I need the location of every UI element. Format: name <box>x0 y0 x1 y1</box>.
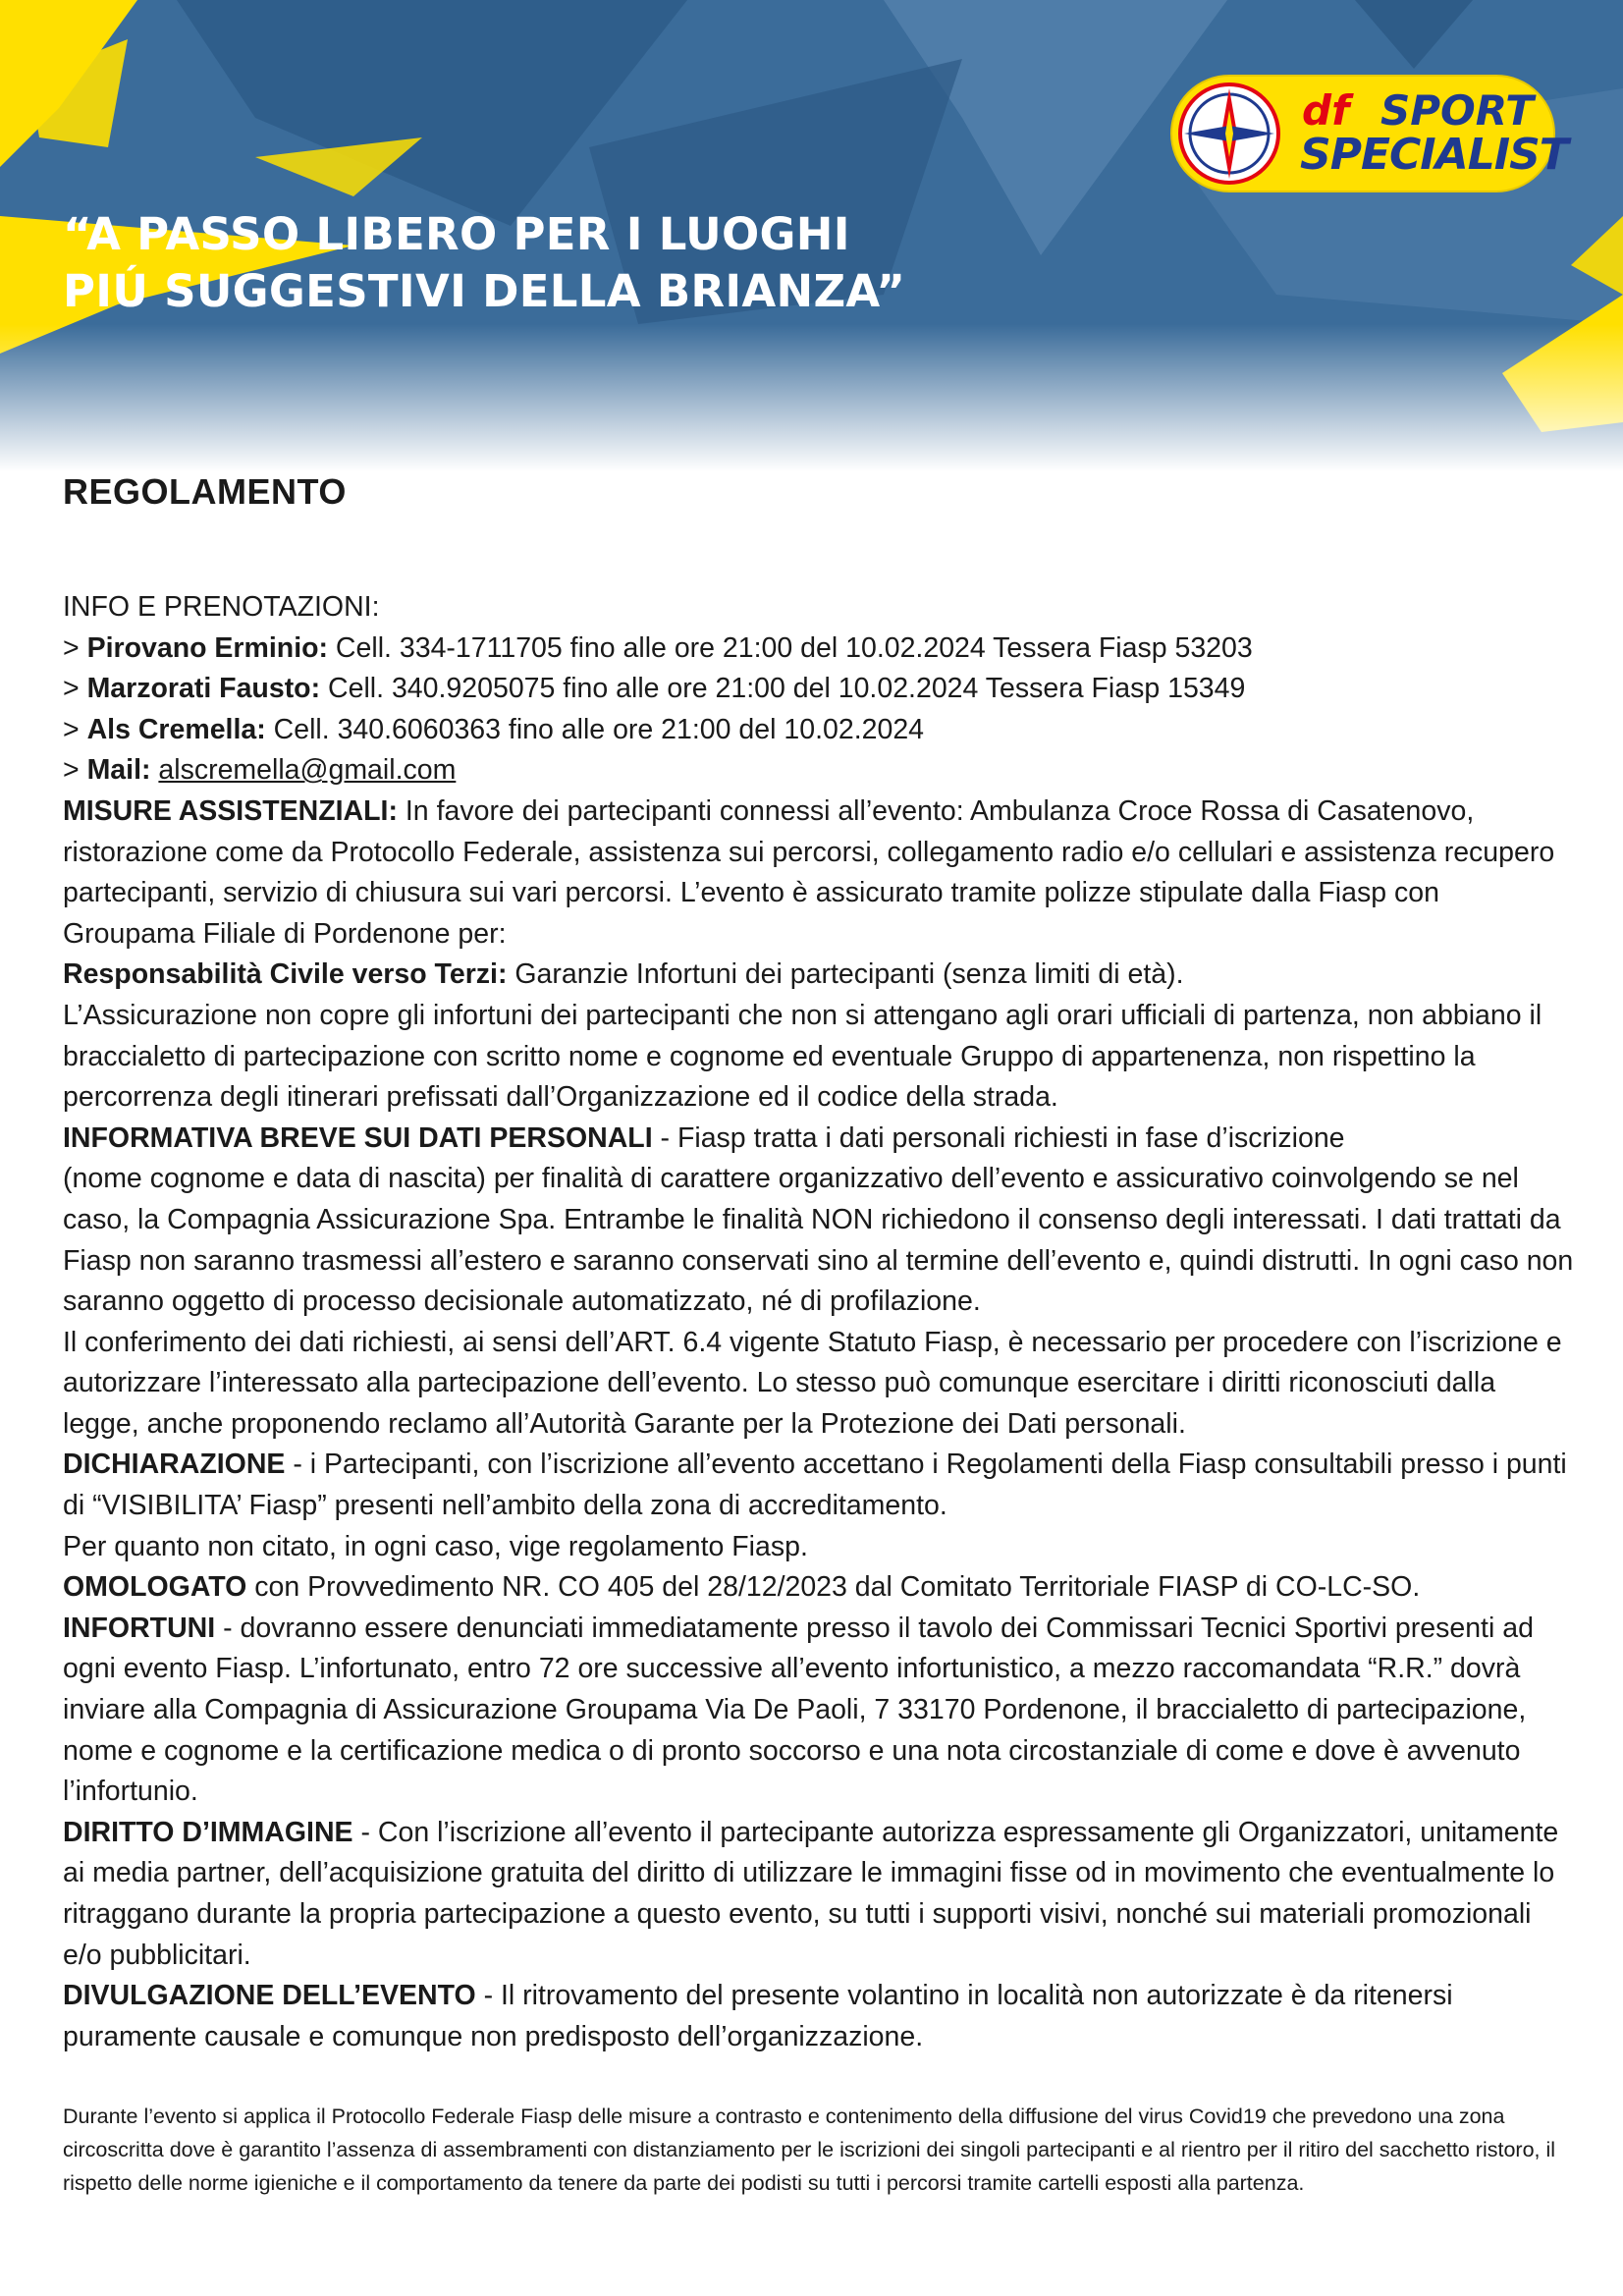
misure-label: MISURE ASSISTENZIALI: <box>63 794 398 827</box>
contact-name: Pirovano Erminio: <box>86 631 329 664</box>
headline-line-1: “A PASSO LIBERO PER I LUOGHI <box>63 208 850 260</box>
regolamento-body <box>63 587 1575 2057</box>
informativa-paragraph <box>63 1119 1575 1160</box>
logo-df: df <box>1302 86 1350 135</box>
dichiarazione-label: DICHIARAZIONE <box>63 1449 286 1481</box>
mail-line <box>63 750 1575 792</box>
misure-text: In favore dei partecipanti connessi all’evento: Ambulanza Croce Rossa di Casatenovo, ristorazione come da Protocollo Federale, assistenza sui percorsi, collegamento radio e/o cellulari e assistenza recupero partecipanti, servizio di chiusura sui vari percorsi. L’evento è assicurato tramite polizze stipulate dalla Fiasp con Groupama Filiale di Pordenone per: <box>63 794 1555 950</box>
compass-icon <box>1176 81 1282 187</box>
contact-prefix: > <box>63 713 87 745</box>
contact-line <box>63 710 1575 751</box>
diritto-immagine-paragraph <box>63 1813 1575 1976</box>
infortuni-paragraph <box>63 1609 1575 1813</box>
misure-paragraph <box>63 792 1575 955</box>
assicurazione-paragraph: L’Assicurazione non copre gli infortuni dei partecipanti che non si attengano agli orari ufficiali di partenza, non abbiano il braccialetto di partecipazione con scritto nome e cognome ed eventuale Gruppo di appartenenza, non rispettino la percorrenza degli itinerari prefissati dall’Organizzazione ed il codice della strada. <box>63 999 1542 1114</box>
informativa-label: INFORMATIVA BREVE SUI DATI PERSONALI <box>63 1121 653 1154</box>
headline-line-2: PIÚ SUGGESTIVI DELLA BRIANZA” <box>63 264 906 317</box>
omologato-text: con Provvedimento NR. CO 405 del 28/12/2023 dal Comitato Territoriale FIASP di CO-LC-SO. <box>246 1571 1421 1604</box>
mail-link[interactable]: alscremella@gmail.com <box>158 754 457 787</box>
rc-paragraph <box>63 955 1575 996</box>
informativa-paragraph-2: (nome cognome e data di nascita) per finalità di carattere organizzativo dell’evento e assicurativo coinvolgendo se nel caso, la Compagnia Assicurazione Spa. Entrambe le finalità NON richiedono il consenso degli interessati. I dati trattati da Fiasp non saranno trasmessi all’estero e saranno conservati sino al termine dell’evento e, quindi distrutti. In ogni caso non saranno oggetto di processo decisionale automatizzato, né di profilazione. <box>63 1163 1574 1318</box>
non-citato-paragraph: Per quanto non citato, in ogni caso, vige regolamento Fiasp. <box>63 1530 808 1562</box>
divulgazione-text: - Il ritrovamento del presente volantino in località non autorizzate è da ritenersi puramente causale e comunque non predisposto dell’organizzazione. <box>63 1980 1453 2052</box>
contact-line <box>63 669 1575 710</box>
divulgazione-label: DIVULGAZIONE DELL’EVENTO <box>63 1980 476 2012</box>
informativa-text-1: - Fiasp tratta i dati personali richiesti in fase d’iscrizione <box>652 1121 1345 1154</box>
diritto-immagine-text: - Con l’iscrizione all’evento il partecipante autorizza espressamente gli Organizzatori, unitamente ai media partner, dell’acquisizione gratuita del diritto di utilizzare le immagini fisse od in movimento che eventualmente lo ritraggano durante la propria partecipazione a questo evento, su tutti i supporti visivi, nonché sui materiali promozionali e/o pubblicitari. <box>63 1816 1559 1971</box>
mail-label: Mail: <box>86 754 151 787</box>
rc-label: Responsabilità Civile verso Terzi: <box>63 958 508 991</box>
omologato-label: OMOLOGATO <box>63 1571 247 1604</box>
headline <box>63 206 905 319</box>
rc-text: Garanzie Infortuni dei partecipanti (senza limiti di età). <box>507 958 1184 991</box>
contact-name: Marzorati Fausto: <box>86 673 321 705</box>
omologato-paragraph <box>63 1567 1575 1609</box>
covid-footnote: Durante l’evento si applica il Protocollo Federale Fiasp delle misure a contrasto e contenimento della diffusione del virus Covid19 che prevedono una zona circoscritta dove è garantito l’assenza di assembramenti con distanziamento per le iscrizioni dei singoli partecipanti e al rientro per il ritiro del sacchetto ristoro, il rispetto delle norme igieniche e il comportamento da tenere da parte dei podisti su tutti i percorsi tramite cartelli esposti alla partenza. <box>63 2105 1556 2195</box>
contact-text: Cell. 334-1711705 fino alle ore 21:00 del 10.02.2024 Tessera Fiasp 53203 <box>328 631 1253 664</box>
header-banner <box>0 0 1623 471</box>
logo-specialist: SPECIALIST <box>1300 130 1568 180</box>
sport-specialist-logo <box>1170 75 1568 192</box>
mail-prefix: > <box>63 754 87 787</box>
dichiarazione-text: - i Partecipanti, con l’iscrizione all’evento accettano i Regolamenti della Fiasp consultabili presso i punti di “VISIBILITA’ Fiasp” presenti nell’ambito della zona di accreditamento. <box>63 1449 1567 1522</box>
conferimento-paragraph: Il conferimento dei dati richiesti, ai sensi dell’ART. 6.4 vigente Statuto Fiasp, è necessario per procedere con l’iscrizione e autorizzare l’interessato alla partecipazione dell’evento. Lo stesso può comunque esercitare i diritti riconosciuti dalla legge, anche proponendo reclamo all’Autorità Garante per la Protezione dei Dati personali. <box>63 1326 1562 1440</box>
contact-text: Cell. 340.6060363 fino alle ore 21:00 del 10.02.2024 <box>265 713 925 745</box>
dichiarazione-paragraph <box>63 1445 1575 1526</box>
page-title: REGOLAMENTO <box>63 471 347 512</box>
contact-line <box>63 629 1575 670</box>
contact-name: Als Cremella: <box>86 713 266 745</box>
contact-text: Cell. 340.9205075 fino alle ore 21:00 del 10.02.2024 Tessera Fiasp 15349 <box>320 673 1246 705</box>
divulgazione-paragraph <box>63 1976 1575 2057</box>
infortuni-text: - dovranno essere denunciati immediatamente presso il tavolo dei Commissari Tecnici Sportivi presenti ad ogni evento Fiasp. L’infortunato, entro 72 ore successive all’evento infortunistico, a mezzo raccomandata “R.R.” dovrà inviare alla Compagnia di Assicurazione Groupama Via De Paoli, 7 33170 Pordenone, il braccialetto di partecipazione, nome e cognome e la certificazione medica o di pronto soccorso e una nota circostanziale di come e dove è avvenuto l’infortunio. <box>63 1612 1534 1808</box>
contact-prefix: > <box>63 673 87 705</box>
infortuni-label: INFORTUNI <box>63 1612 216 1644</box>
logo-sport: SPORT <box>1380 86 1534 135</box>
contact-prefix: > <box>63 631 87 664</box>
info-heading: INFO E PRENOTAZIONI: <box>63 591 380 623</box>
diritto-immagine-label: DIRITTO D’IMMAGINE <box>63 1816 353 1848</box>
